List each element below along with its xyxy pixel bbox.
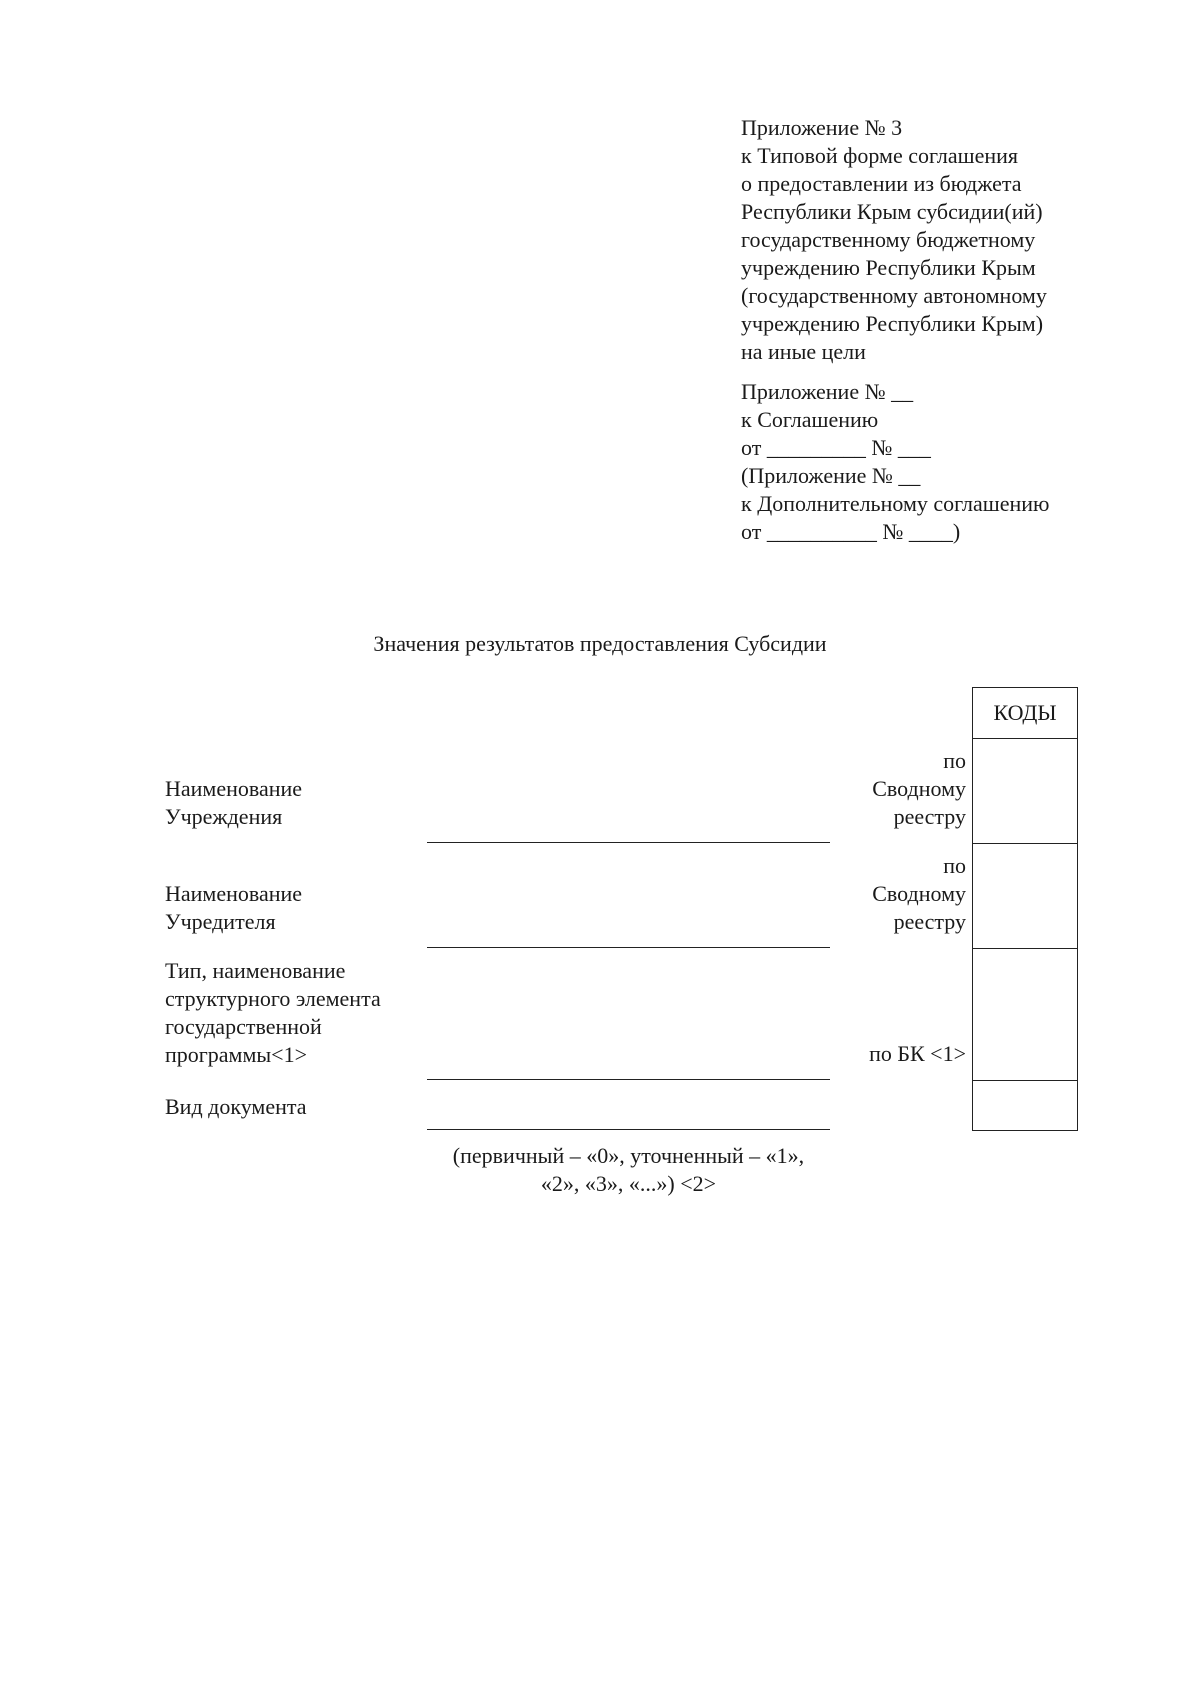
institution-code-cell[interactable] xyxy=(973,738,1077,843)
appendix-line: к Типовой форме соглашения xyxy=(741,143,1019,168)
program-label: Тип, наименование структурного элемента государственной программы<1> xyxy=(165,958,381,1067)
institution-label: Наименование Учреждения xyxy=(165,776,303,829)
agreement-line: Приложение № __ xyxy=(741,379,914,404)
founder-code-cell[interactable] xyxy=(973,843,1077,948)
appendix-main xyxy=(741,114,1161,366)
appendix-line: учреждению Республики Крым) xyxy=(741,311,1044,336)
appendix-line: Республики Крым субсидии(ий) xyxy=(741,199,1043,224)
founder-label: Наименование Учредителя xyxy=(165,881,303,934)
document-title: Значения результатов предоставления Субсидии xyxy=(373,631,827,656)
doc-type-field-line[interactable] xyxy=(427,1129,830,1130)
founder-field-line[interactable] xyxy=(427,947,830,948)
appendix-line: учреждению Республики Крым xyxy=(741,255,1036,280)
appendix-line: Приложение № 3 xyxy=(741,115,903,140)
appendix-header xyxy=(741,114,1161,546)
codes-header: КОДЫ xyxy=(993,700,1057,725)
program-field-line[interactable] xyxy=(427,1079,830,1080)
agreement-line: от _________ № ___ xyxy=(741,435,931,460)
institution-code-label: по Сводному реестру xyxy=(872,748,966,829)
codes-table xyxy=(972,687,1078,1131)
founder-code-label: по Сводному реестру xyxy=(872,853,966,934)
agreement-appendix xyxy=(741,378,1161,546)
agreement-line: к Соглашению xyxy=(741,407,879,432)
doc-type-note xyxy=(427,1142,830,1198)
appendix-line: государственному бюджетному xyxy=(741,227,1036,252)
doc-type-code-cell[interactable] xyxy=(973,1080,1077,1130)
doc-type-note-text: (первичный – «0», уточненный – «1», «2», «3», «...») <2> xyxy=(452,1143,805,1196)
agreement-line: к Дополнительному соглашению xyxy=(741,491,1050,516)
agreement-line: от __________ № ____) xyxy=(741,519,961,544)
spacer xyxy=(741,366,1161,378)
agreement-line: (Приложение № __ xyxy=(741,463,921,488)
doc-type-label: Вид документа xyxy=(165,1094,307,1119)
program-code-cell[interactable] xyxy=(973,948,1077,1080)
appendix-line: на иные цели xyxy=(741,339,866,364)
appendix-line: (государственному автономному xyxy=(741,283,1047,308)
program-code-label: по БК <1> xyxy=(869,1041,966,1066)
appendix-line: о предоставлении из бюджета xyxy=(741,171,1022,196)
institution-field-line[interactable] xyxy=(427,842,830,843)
